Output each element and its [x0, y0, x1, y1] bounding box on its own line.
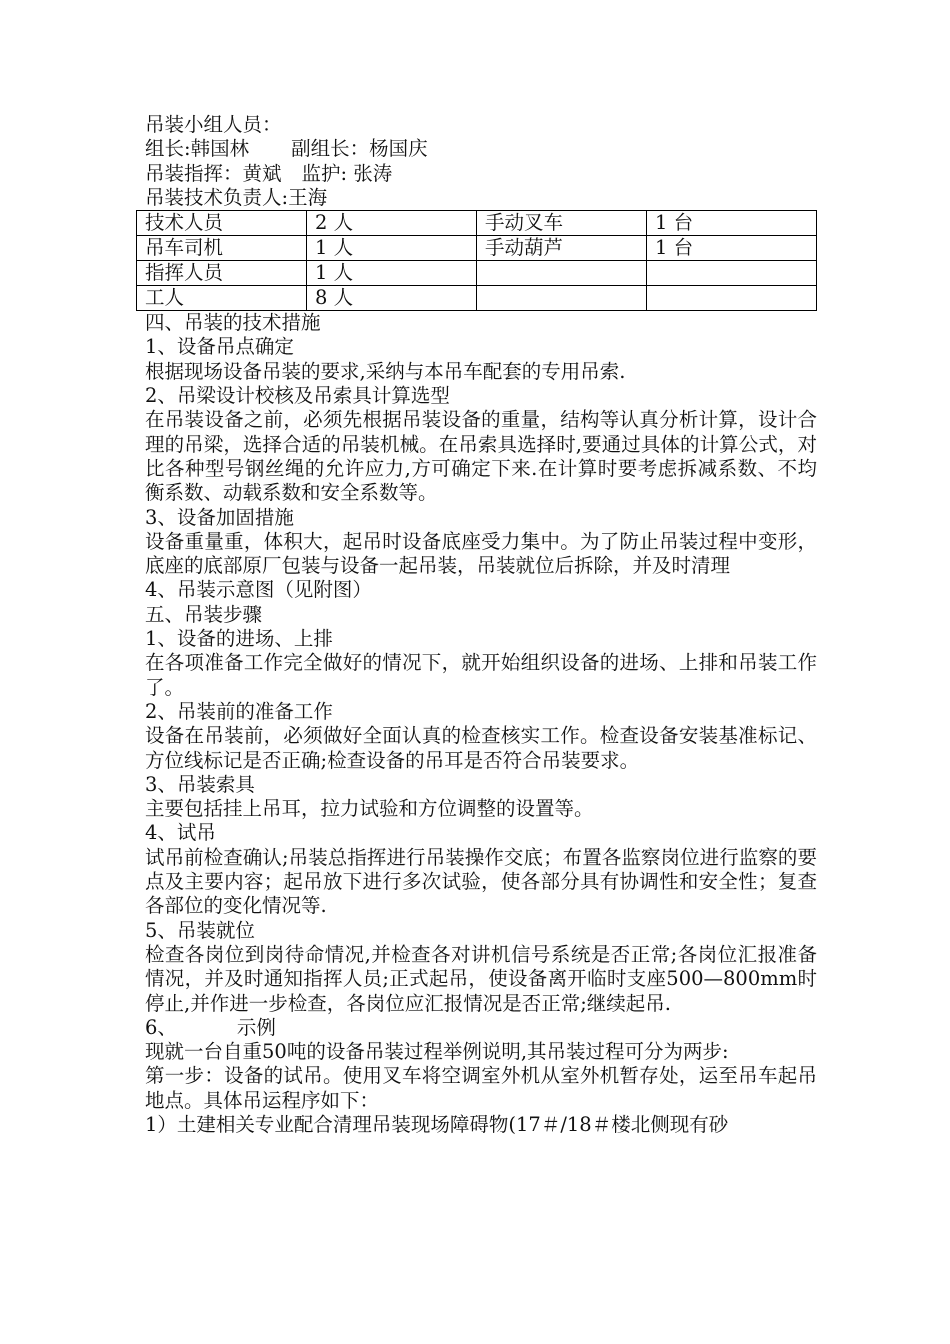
table-cell [647, 261, 817, 286]
table-cell: 1 人 [307, 236, 477, 261]
section5-5-body: 检查各岗位到岗待命情况,并检查各对讲机信号系统是否正常;各岗位汇报准备情况，并及时通知指挥人员;正式起吊，使设备离开临时支座500—800mm时停止,并作进一步检查，各岗位应汇报情况是否正常;继续起吊. [145, 942, 817, 1015]
section5-1-title: 1、设备的进场、上排 [145, 627, 333, 651]
table-cell [477, 261, 647, 286]
section4-1-title: 1、设备吊点确定 [145, 335, 294, 359]
table-cell: 指挥人员 [137, 261, 307, 286]
table-cell: 技术人员 [137, 211, 307, 236]
table-cell [477, 286, 647, 311]
section4-2-title: 2、吊梁设计校核及吊索具计算选型 [145, 384, 450, 408]
section4-2-body: 在吊装设备之前，必须先根据吊装设备的重量，结构等认真分析计算，设计合理的吊梁，选择合适的吊装机械。在吊索具选择时,要通过具体的计算公式，对比各种型号钢丝绳的允许应力,方可确定下来.在计算时要考虑拆减系数、不均衡系数、动载系数和安全系数等。 [145, 408, 817, 505]
table-row [137, 236, 817, 261]
section4-4-title: 4、吊装示意图（见附图） [145, 578, 372, 602]
section5-3-body: 主要包括挂上吊耳，拉力试验和方位调整的设置等。 [145, 797, 594, 821]
table-cell: 1 人 [307, 261, 477, 286]
section5-2-title: 2、吊装前的准备工作 [145, 699, 333, 723]
section5-5-title: 5、吊装就位 [145, 918, 255, 942]
team-leaders-line [145, 137, 817, 161]
table-cell: 吊车司机 [137, 236, 307, 261]
table-cell: 8 人 [307, 286, 477, 311]
section5-6-title: 示例 [236, 1015, 276, 1039]
staff-table [136, 210, 817, 311]
section5-6-item1: 1）土建相关专业配合清理吊装现场障碍物(17＃/18＃楼北侧现有砂 [145, 1112, 729, 1136]
table-cell: 工人 [137, 286, 307, 311]
document-page [145, 113, 817, 1137]
team-guard: 监护: 张涛 [301, 161, 393, 185]
table-row [137, 261, 817, 286]
team-heading: 吊装小组人员： [145, 113, 282, 136]
table-row [137, 211, 817, 236]
team-commander: 吊装指挥：黄斌 [145, 161, 282, 185]
section5-2-body: 设备在吊装前，必须做好全面认真的检查核实工作。检查设备安装基准标记、方位线标记是否正确;检查设备的吊耳是否符合吊装要求。 [145, 724, 817, 772]
team-command-line [145, 162, 817, 186]
section4-3-body: 设备重量重，体积大，起吊时设备底座受力集中。为了防止吊装过程中变形，底座的底部原厂包装与设备一起吊装，吊装就位后拆除，并及时清理 [145, 529, 817, 578]
section5-4-body: 试吊前检查确认;吊装总指挥进行吊装操作交底；布置各监察岗位进行监察的要点及主要内容；起吊放下进行多次试验，使各部分具有协调性和安全性；复查各部位的变化情况等. [145, 845, 817, 918]
section5-6-body1: 现就一台自重50吨的设备吊装过程举例说明,其吊装过程可分为两步: [145, 1040, 729, 1064]
table-cell: 1 台 [647, 236, 817, 261]
team-tech-lead: 吊装技术负责人:王海 [145, 185, 328, 209]
table-cell: 2 人 [307, 211, 477, 236]
section5-title: 五、吊装步骤 [145, 602, 263, 626]
section5-6-title-line [145, 1016, 817, 1040]
section5-6-number: 6、 [145, 1015, 177, 1039]
table-cell: 手动叉车 [477, 211, 647, 236]
table-row [137, 286, 817, 311]
section5-3-title: 3、吊装索具 [145, 772, 255, 796]
section4-title: 四、吊装的技术措施 [145, 311, 321, 335]
team-deputy: 副组长：杨国庆 [291, 137, 428, 161]
table-cell: 1 台 [647, 211, 817, 236]
section4-3-title: 3、设备加固措施 [145, 505, 294, 529]
team-leader: 组长:韩国林 [145, 137, 250, 161]
section5-6-body2: 第一步：设备的试吊。使用叉车将空调室外机从室外机暂存处，运至吊车起吊地点。具体吊运程序如下： [145, 1064, 817, 1112]
section5-4-title: 4、试吊 [145, 821, 216, 845]
table-cell: 手动葫芦 [477, 236, 647, 261]
section4-1-body: 根据现场设备吊装的要求,采纳与本吊车配套的专用吊索. [145, 359, 626, 383]
table-cell [647, 286, 817, 311]
section5-1-body: 在各项准备工作完全做好的情况下，就开始组织设备的进场、上排和吊装工作了。 [145, 651, 817, 699]
